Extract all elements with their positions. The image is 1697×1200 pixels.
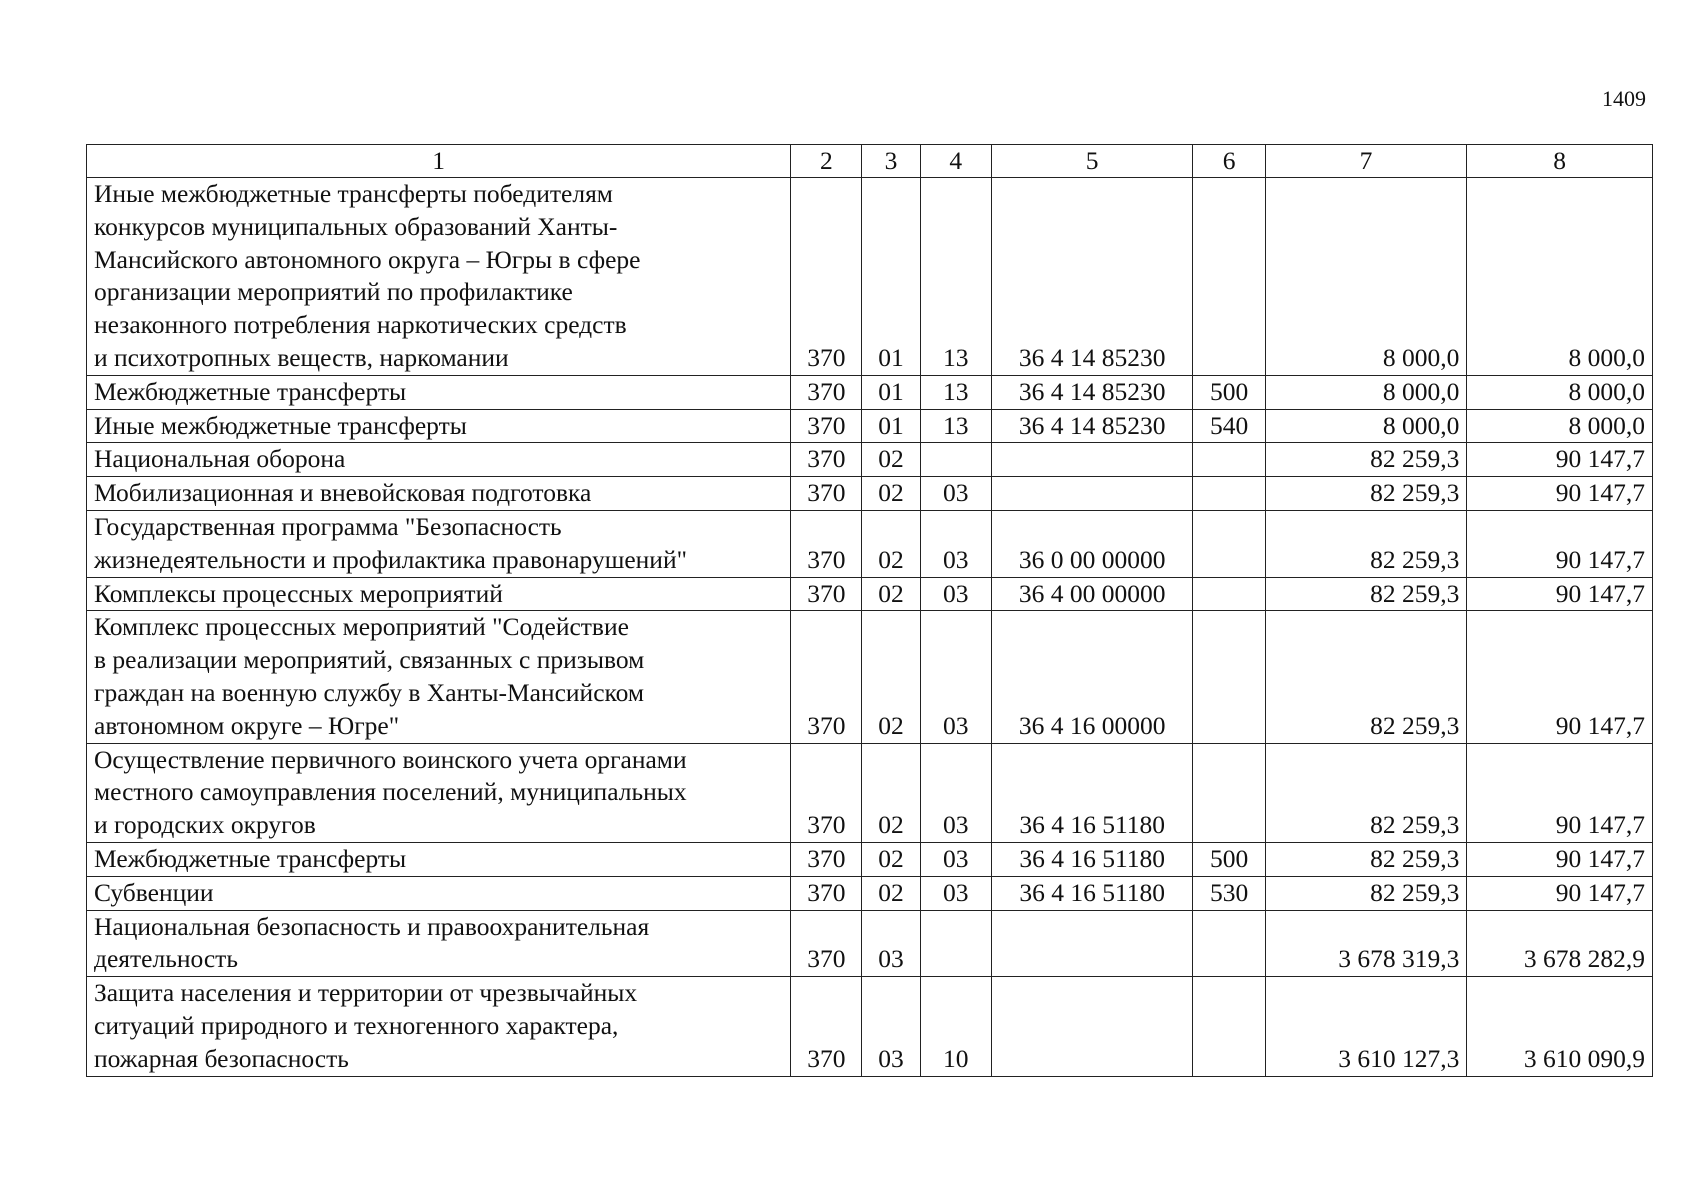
header-cell: 8 (1467, 145, 1653, 178)
header-cell: 7 (1265, 145, 1467, 178)
section-code-cell: 02 (862, 842, 920, 876)
gr-code-cell: 370 (791, 577, 862, 611)
row-name-cell: Национальная оборона (87, 443, 791, 477)
expense-type-cell (1193, 743, 1265, 842)
subsection-code-cell: 03 (920, 577, 991, 611)
amount-year2-cell: 3 610 090,9 (1467, 977, 1653, 1076)
gr-code-cell: 370 (791, 443, 862, 477)
expense-type-cell (1193, 178, 1265, 376)
expense-type-cell (1193, 443, 1265, 477)
table-row (87, 375, 1653, 409)
table-row (87, 743, 1653, 842)
header-row (87, 145, 1653, 178)
amount-year1-cell: 82 259,3 (1265, 577, 1467, 611)
header-cell: 5 (991, 145, 1193, 178)
target-article-cell: 36 4 00 00000 (991, 577, 1193, 611)
table-row (87, 443, 1653, 477)
table-row (87, 842, 1653, 876)
gr-code-cell: 370 (791, 375, 862, 409)
budget-table (86, 144, 1653, 1077)
table-row (87, 977, 1653, 1076)
expense-type-cell (1193, 611, 1265, 743)
subsection-code-cell: 13 (920, 375, 991, 409)
expense-type-cell: 540 (1193, 409, 1265, 443)
table-row (87, 510, 1653, 577)
subsection-code-cell: 13 (920, 409, 991, 443)
expense-type-cell: 500 (1193, 375, 1265, 409)
row-name-cell: Государственная программа "Безопасность жизнедеятельности и профилактика правонарушений" (87, 510, 791, 577)
expense-type-cell (1193, 577, 1265, 611)
row-name-cell: Комплексы процессных мероприятий (87, 577, 791, 611)
row-name-cell: Национальная безопасность и правоохранительная деятельность (87, 910, 791, 977)
amount-year2-cell: 90 147,7 (1467, 842, 1653, 876)
header-cell: 3 (862, 145, 920, 178)
amount-year1-cell: 8 000,0 (1265, 409, 1467, 443)
section-code-cell: 02 (862, 443, 920, 477)
table-row (87, 409, 1653, 443)
row-name-cell: Межбюджетные трансферты (87, 375, 791, 409)
target-article-cell (991, 910, 1193, 977)
amount-year2-cell: 3 678 282,9 (1467, 910, 1653, 977)
table-row (87, 611, 1653, 743)
target-article-cell: 36 4 16 51180 (991, 743, 1193, 842)
header-cell: 4 (920, 145, 991, 178)
table-row (87, 577, 1653, 611)
target-article-cell: 36 4 16 51180 (991, 876, 1193, 910)
amount-year1-cell: 82 259,3 (1265, 477, 1467, 511)
amount-year2-cell: 90 147,7 (1467, 743, 1653, 842)
table-row (87, 876, 1653, 910)
subsection-code-cell: 03 (920, 842, 991, 876)
subsection-code-cell: 03 (920, 477, 991, 511)
amount-year1-cell: 3 610 127,3 (1265, 977, 1467, 1076)
row-name-cell: Осуществление первичного воинского учета органами местного самоуправления поселений, муниципальных и городских округов (87, 743, 791, 842)
section-code-cell: 02 (862, 510, 920, 577)
gr-code-cell: 370 (791, 178, 862, 376)
row-name-cell: Субвенции (87, 876, 791, 910)
amount-year1-cell: 8 000,0 (1265, 178, 1467, 376)
section-code-cell: 01 (862, 375, 920, 409)
expense-type-cell (1193, 977, 1265, 1076)
subsection-code-cell: 03 (920, 743, 991, 842)
gr-code-cell: 370 (791, 977, 862, 1076)
gr-code-cell: 370 (791, 611, 862, 743)
subsection-code-cell: 03 (920, 876, 991, 910)
amount-year1-cell: 82 259,3 (1265, 743, 1467, 842)
table-row (87, 477, 1653, 511)
section-code-cell: 03 (862, 910, 920, 977)
table-row (87, 178, 1653, 376)
row-name-cell: Защита населения и территории от чрезвычайных ситуаций природного и техногенного характера, пожарная безопасность (87, 977, 791, 1076)
section-code-cell: 01 (862, 409, 920, 443)
header-cell: 2 (791, 145, 862, 178)
gr-code-cell: 370 (791, 910, 862, 977)
subsection-code-cell (920, 910, 991, 977)
row-name-cell: Иные межбюджетные трансферты победителям конкурсов муниципальных образований Ханты- Мансийского автономного округа – Югры в сфере организации мероприятий по профилактике незаконного потребления наркотических средств и психотропных веществ, наркомании (87, 178, 791, 376)
amount-year1-cell: 82 259,3 (1265, 842, 1467, 876)
gr-code-cell: 370 (791, 510, 862, 577)
gr-code-cell: 370 (791, 743, 862, 842)
target-article-cell (991, 977, 1193, 1076)
gr-code-cell: 370 (791, 876, 862, 910)
amount-year1-cell: 82 259,3 (1265, 443, 1467, 477)
section-code-cell: 02 (862, 477, 920, 511)
header-cell: 6 (1193, 145, 1265, 178)
section-code-cell: 02 (862, 611, 920, 743)
amount-year1-cell: 8 000,0 (1265, 375, 1467, 409)
header-cell: 1 (87, 145, 791, 178)
amount-year1-cell: 82 259,3 (1265, 510, 1467, 577)
expense-type-cell (1193, 477, 1265, 511)
subsection-code-cell: 10 (920, 977, 991, 1076)
row-name-cell: Комплекс процессных мероприятий "Содействие в реализации мероприятий, связанных с призывом граждан на военную службу в Ханты-Мансийском автономном округе – Югре" (87, 611, 791, 743)
target-article-cell (991, 443, 1193, 477)
amount-year2-cell: 90 147,7 (1467, 477, 1653, 511)
expense-type-cell (1193, 510, 1265, 577)
target-article-cell: 36 4 14 85230 (991, 375, 1193, 409)
amount-year1-cell: 3 678 319,3 (1265, 910, 1467, 977)
row-name-cell: Иные межбюджетные трансферты (87, 409, 791, 443)
subsection-code-cell: 03 (920, 611, 991, 743)
expense-type-cell (1193, 910, 1265, 977)
target-article-cell (991, 477, 1193, 511)
subsection-code-cell: 03 (920, 510, 991, 577)
expense-type-cell: 530 (1193, 876, 1265, 910)
section-code-cell: 03 (862, 977, 920, 1076)
gr-code-cell: 370 (791, 409, 862, 443)
section-code-cell: 02 (862, 577, 920, 611)
table-row (87, 910, 1653, 977)
amount-year1-cell: 82 259,3 (1265, 876, 1467, 910)
table-body (87, 178, 1653, 1077)
amount-year2-cell: 90 147,7 (1467, 443, 1653, 477)
gr-code-cell: 370 (791, 842, 862, 876)
amount-year1-cell: 82 259,3 (1265, 611, 1467, 743)
row-name-cell: Мобилизационная и вневойсковая подготовка (87, 477, 791, 511)
amount-year2-cell: 8 000,0 (1467, 375, 1653, 409)
gr-code-cell: 370 (791, 477, 862, 511)
target-article-cell: 36 4 14 85230 (991, 409, 1193, 443)
page-number: 1409 (1602, 86, 1646, 111)
section-code-cell: 02 (862, 743, 920, 842)
target-article-cell: 36 4 16 51180 (991, 842, 1193, 876)
subsection-code-cell: 13 (920, 178, 991, 376)
row-name-cell: Межбюджетные трансферты (87, 842, 791, 876)
section-code-cell: 02 (862, 876, 920, 910)
target-article-cell: 36 4 16 00000 (991, 611, 1193, 743)
amount-year2-cell: 90 147,7 (1467, 510, 1653, 577)
amount-year2-cell: 8 000,0 (1467, 178, 1653, 376)
amount-year2-cell: 8 000,0 (1467, 409, 1653, 443)
expense-type-cell: 500 (1193, 842, 1265, 876)
amount-year2-cell: 90 147,7 (1467, 876, 1653, 910)
target-article-cell: 36 4 14 85230 (991, 178, 1193, 376)
target-article-cell: 36 0 00 00000 (991, 510, 1193, 577)
section-code-cell: 01 (862, 178, 920, 376)
subsection-code-cell (920, 443, 991, 477)
amount-year2-cell: 90 147,7 (1467, 611, 1653, 743)
amount-year2-cell: 90 147,7 (1467, 577, 1653, 611)
